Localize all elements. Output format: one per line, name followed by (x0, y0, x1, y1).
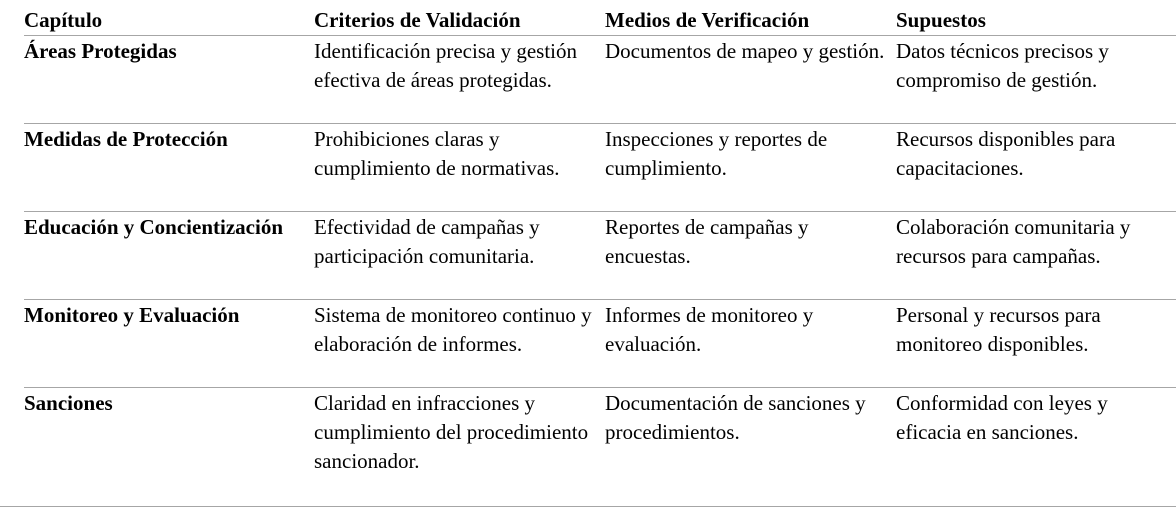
assumptions-cell: Colaboración comunitaria y recursos para campañas. (896, 215, 1131, 268)
assumptions-cell: Datos técnicos precisos y compromiso de gestión. (896, 39, 1109, 92)
validation-table (24, 6, 1176, 504)
bottom-rule (0, 506, 1176, 507)
table-row (24, 300, 1176, 388)
verification-cell: Reportes de campañas y encuestas. (605, 215, 809, 268)
verification-cell: Inspecciones y reportes de cumplimiento. (605, 127, 828, 180)
header-row (24, 6, 1176, 36)
chapter-cell: Áreas Protegidas (24, 39, 177, 63)
criteria-cell: Claridad en infracciones y cumplimiento del procedimiento sancionador. (314, 391, 589, 473)
table-row (24, 36, 1176, 124)
verification-cell: Documentación de sanciones y procedimientos. (605, 391, 866, 444)
table-body (24, 36, 1176, 504)
header-verification: Medios de Verificación (605, 8, 810, 32)
table-row (24, 212, 1176, 300)
criteria-cell: Efectividad de campañas y participación comunitaria. (314, 215, 540, 268)
table-row (24, 388, 1176, 504)
header-criteria: Criterios de Validación (314, 8, 521, 32)
assumptions-cell: Conformidad con leyes y eficacia en sanciones. (896, 391, 1108, 444)
header-chapter: Capítulo (24, 8, 103, 32)
criteria-cell: Prohibiciones claras y cumplimiento de normativas. (314, 127, 560, 180)
chapter-cell: Sanciones (24, 391, 113, 415)
criteria-cell: Sistema de monitoreo continuo y elaboración de informes. (314, 303, 592, 356)
verification-cell: Informes de monitoreo y evaluación. (605, 303, 814, 356)
header-assumptions: Supuestos (896, 8, 986, 32)
chapter-cell: Monitoreo y Evaluación (24, 303, 240, 327)
chapter-cell: Educación y Concientización (24, 215, 284, 239)
assumptions-cell: Personal y recursos para monitoreo disponibles. (896, 303, 1101, 356)
table-header (24, 6, 1176, 36)
chapter-cell: Medidas de Protección (24, 127, 228, 151)
table-row (24, 124, 1176, 212)
verification-cell: Documentos de mapeo y gestión. (605, 39, 885, 63)
criteria-cell: Identificación precisa y gestión efectiva de áreas protegidas. (314, 39, 577, 92)
assumptions-cell: Recursos disponibles para capacitaciones. (896, 127, 1116, 180)
